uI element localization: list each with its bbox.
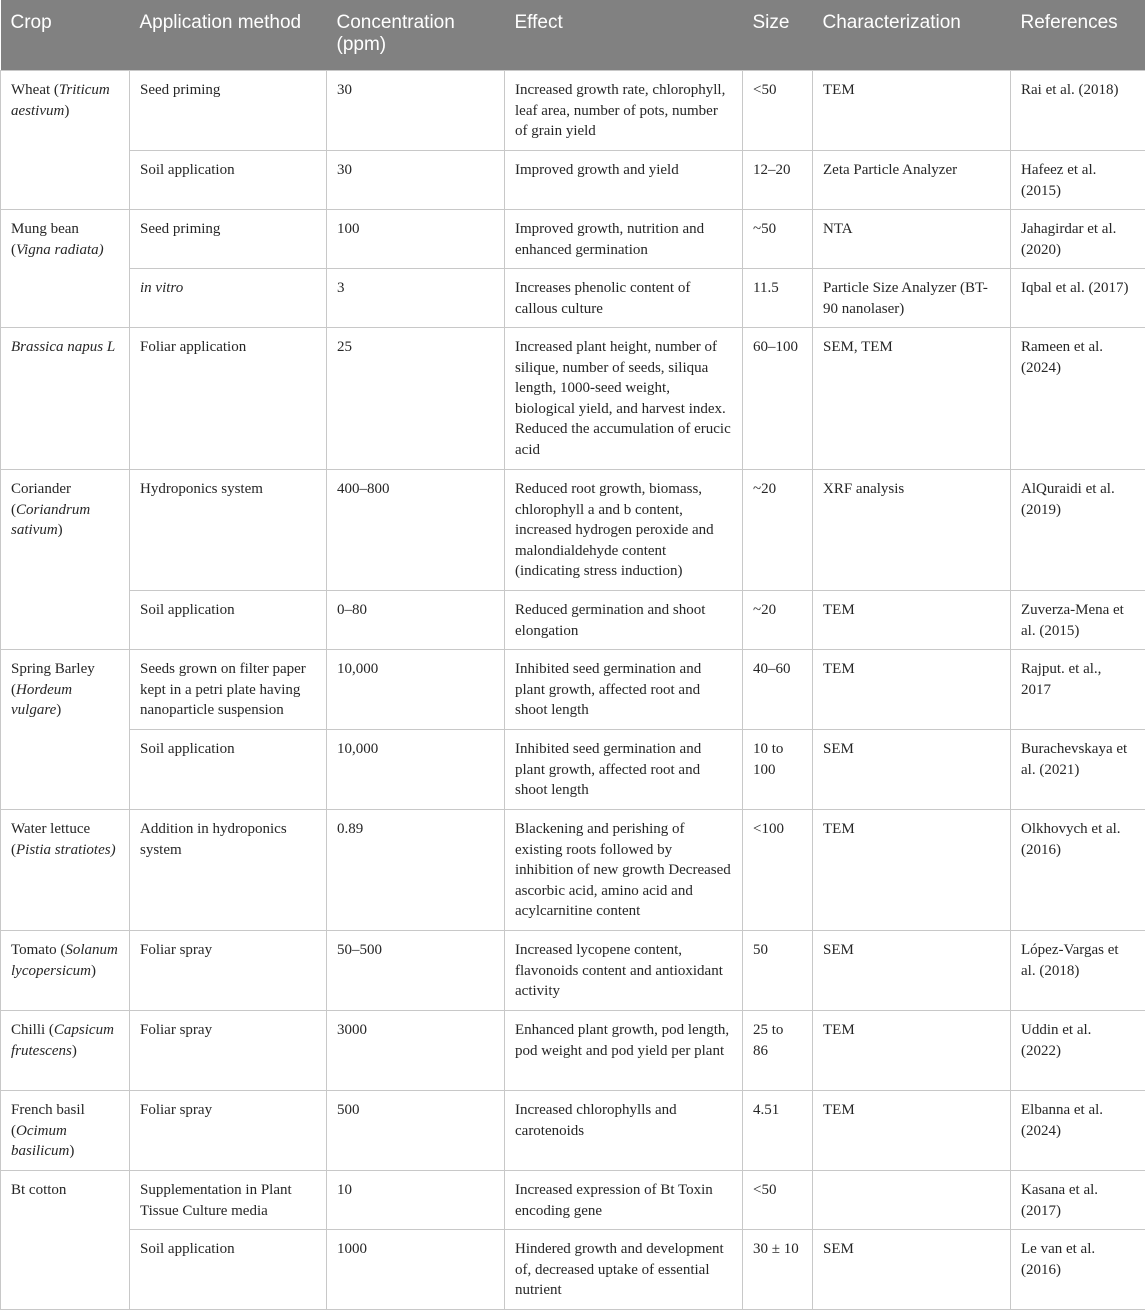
header-references: References	[1011, 0, 1145, 71]
size-cell: <50	[743, 1171, 813, 1230]
method-cell: Soil application	[130, 151, 327, 210]
method-cell: Supplementation in Plant Tissue Culture media	[130, 1171, 327, 1230]
effect-cell: Reduced root growth, biomass, chlorophyll a and b content, increased hydrogen peroxide and malondialdehyde content (indicating stress induction)	[505, 470, 743, 591]
size-cell: 10 to 100	[743, 730, 813, 810]
table-row	[1, 269, 1145, 328]
effect-cell: Enhanced plant growth, pod length, pod weight and pod yield per plant	[505, 1011, 743, 1091]
table-row	[1, 730, 1145, 810]
concentration-cell: 10,000	[327, 730, 505, 810]
method-cell: Seeds grown on filter paper kept in a petri plate having nanoparticle suspension	[130, 650, 327, 730]
method-cell: Foliar application	[130, 328, 327, 470]
table-row	[1, 1091, 1145, 1171]
table-row	[1, 151, 1145, 210]
characterization-cell: NTA	[813, 210, 1011, 269]
method-cell: Seed priming	[130, 71, 327, 151]
method-cell: in vitro	[130, 269, 327, 328]
reference-cell: Rameen et al. (2024)	[1011, 328, 1145, 470]
concentration-cell: 3	[327, 269, 505, 328]
reference-cell: Elbanna et al. (2024)	[1011, 1091, 1145, 1171]
reference-cell: Burachevskaya et al. (2021)	[1011, 730, 1145, 810]
size-cell: ~50	[743, 210, 813, 269]
header-characterization: Characterization	[813, 0, 1011, 71]
effect-cell: Increases phenolic content of callous culture	[505, 269, 743, 328]
reference-cell: Iqbal et al. (2017)	[1011, 269, 1145, 328]
characterization-cell: SEM	[813, 730, 1011, 810]
effect-cell: Reduced germination and shoot elongation	[505, 591, 743, 650]
header-row	[1, 0, 1145, 71]
concentration-cell: 0.89	[327, 810, 505, 931]
size-cell: <100	[743, 810, 813, 931]
reference-cell: Rajput. et al., 2017	[1011, 650, 1145, 730]
reference-cell: López-Vargas et al. (2018)	[1011, 931, 1145, 1011]
characterization-cell: TEM	[813, 810, 1011, 931]
concentration-cell: 500	[327, 1091, 505, 1171]
table-row	[1, 210, 1145, 269]
crop-cell: Mung bean (Vigna radiata)	[1, 210, 130, 328]
method-cell: Soil application	[130, 730, 327, 810]
effect-cell: Blackening and perishing of existing roots followed by inhibition of new growth Decreased ascorbic acid, amino acid and acylcarnitine content	[505, 810, 743, 931]
effect-cell: Improved growth and yield	[505, 151, 743, 210]
effect-cell: Inhibited seed germination and plant growth, affected root and shoot length	[505, 730, 743, 810]
header-concentration: Concentration (ppm)	[327, 0, 505, 71]
size-cell: 60–100	[743, 328, 813, 470]
crop-cell: Spring Barley (Hordeum vulgare)	[1, 650, 130, 810]
effect-cell: Inhibited seed germination and plant growth, affected root and shoot length	[505, 650, 743, 730]
size-cell: 4.51	[743, 1091, 813, 1171]
characterization-cell: SEM	[813, 931, 1011, 1011]
crop-cell: Chilli (Capsicum frutescens)	[1, 1011, 130, 1091]
concentration-cell: 25	[327, 328, 505, 470]
crop-cell: Coriander (Coriandrum sativum)	[1, 470, 130, 650]
effect-cell: Increased chlorophylls and carotenoids	[505, 1091, 743, 1171]
characterization-cell: Particle Size Analyzer (BT-90 nanolaser)	[813, 269, 1011, 328]
table-row	[1, 470, 1145, 591]
reference-cell: Jahagirdar et al. (2020)	[1011, 210, 1145, 269]
characterization-cell	[813, 1171, 1011, 1230]
size-cell: ~20	[743, 591, 813, 650]
table-row	[1, 591, 1145, 650]
size-cell: 11.5	[743, 269, 813, 328]
characterization-cell: TEM	[813, 591, 1011, 650]
size-cell: <50	[743, 71, 813, 151]
reference-cell: Zuverza-Mena et al. (2015)	[1011, 591, 1145, 650]
size-cell: 25 to 86	[743, 1011, 813, 1091]
method-cell: Foliar spray	[130, 931, 327, 1011]
effect-cell: Increased lycopene content, flavonoids content and antioxidant activity	[505, 931, 743, 1011]
effect-cell: Increased expression of Bt Toxin encoding gene	[505, 1171, 743, 1230]
reference-cell: Hafeez et al. (2015)	[1011, 151, 1145, 210]
reference-cell: Olkhovych et al. (2016)	[1011, 810, 1145, 931]
concentration-cell: 0–80	[327, 591, 505, 650]
table-row	[1, 1230, 1145, 1310]
header-effect: Effect	[505, 0, 743, 71]
reference-cell: Rai et al. (2018)	[1011, 71, 1145, 151]
method-cell: Addition in hydroponics system	[130, 810, 327, 931]
table-row	[1, 328, 1145, 470]
concentration-cell: 50–500	[327, 931, 505, 1011]
concentration-cell: 1000	[327, 1230, 505, 1310]
method-cell: Foliar spray	[130, 1091, 327, 1171]
size-cell: 30 ± 10	[743, 1230, 813, 1310]
characterization-cell: TEM	[813, 71, 1011, 151]
table-row	[1, 71, 1145, 151]
reference-cell: Uddin et al. (2022)	[1011, 1011, 1145, 1091]
crop-cell: Tomato (Solanum lycopersicum)	[1, 931, 130, 1011]
concentration-cell: 3000	[327, 1011, 505, 1091]
concentration-cell: 30	[327, 71, 505, 151]
effect-cell: Increased plant height, number of silique, number of seeds, siliqua length, 1000-seed weight, biological yield, and harvest index. Reduced the accumulation of erucic acid	[505, 328, 743, 470]
reference-cell: AlQuraidi et al. (2019)	[1011, 470, 1145, 591]
concentration-cell: 400–800	[327, 470, 505, 591]
effect-cell: Improved growth, nutrition and enhanced germination	[505, 210, 743, 269]
table-row	[1, 810, 1145, 931]
concentration-cell: 100	[327, 210, 505, 269]
characterization-cell: Zeta Particle Analyzer	[813, 151, 1011, 210]
crop-cell: Brassica napus L	[1, 328, 130, 470]
characterization-cell: XRF analysis	[813, 470, 1011, 591]
reference-cell: Le van et al. (2016)	[1011, 1230, 1145, 1310]
concentration-cell: 10,000	[327, 650, 505, 730]
characterization-cell: SEM	[813, 1230, 1011, 1310]
method-cell: Foliar spray	[130, 1011, 327, 1091]
crop-cell: French basil (Ocimum basilicum)	[1, 1091, 130, 1171]
size-cell: ~20	[743, 470, 813, 591]
table-row	[1, 1011, 1145, 1091]
method-cell: Soil application	[130, 1230, 327, 1310]
crop-cell: Bt cotton	[1, 1171, 130, 1310]
header-crop: Crop	[1, 0, 130, 71]
crop-cell: Water lettuce (Pistia stratiotes)	[1, 810, 130, 931]
size-cell: 40–60	[743, 650, 813, 730]
reference-cell: Kasana et al. (2017)	[1011, 1171, 1145, 1230]
table-row	[1, 1171, 1145, 1230]
characterization-cell: TEM	[813, 650, 1011, 730]
effect-cell: Hindered growth and development of, decreased uptake of essential nutrient	[505, 1230, 743, 1310]
concentration-cell: 10	[327, 1171, 505, 1230]
crop-cell: Wheat (Triticum aestivum)	[1, 71, 130, 210]
table-row	[1, 931, 1145, 1011]
size-cell: 50	[743, 931, 813, 1011]
header-application-method: Application method	[130, 0, 327, 71]
concentration-cell: 30	[327, 151, 505, 210]
size-cell: 12–20	[743, 151, 813, 210]
characterization-cell: TEM	[813, 1011, 1011, 1091]
characterization-cell: SEM, TEM	[813, 328, 1011, 470]
table-row	[1, 650, 1145, 730]
header-size: Size	[743, 0, 813, 71]
method-cell: Hydroponics system	[130, 470, 327, 591]
method-cell: Soil application	[130, 591, 327, 650]
method-cell: Seed priming	[130, 210, 327, 269]
effect-cell: Increased growth rate, chlorophyll, leaf area, number of pots, number of grain yield	[505, 71, 743, 151]
characterization-cell: TEM	[813, 1091, 1011, 1171]
